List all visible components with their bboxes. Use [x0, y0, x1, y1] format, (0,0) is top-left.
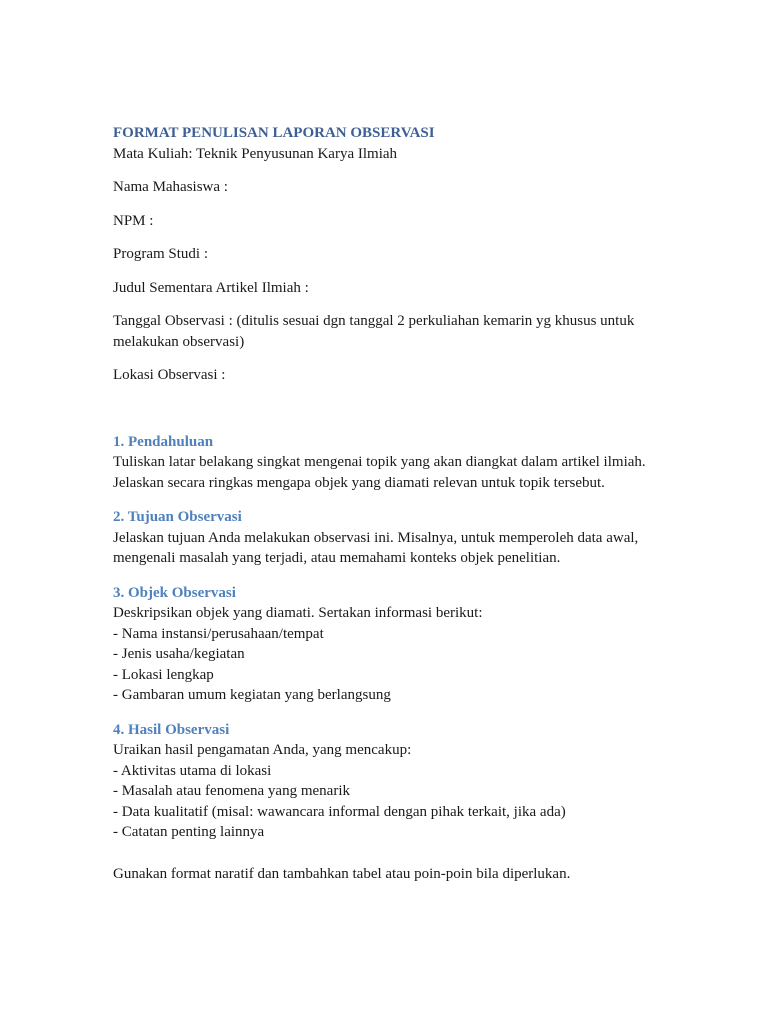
field-lokasi-observasi: Lokasi Observasi :	[113, 367, 226, 383]
list-item: - Aktivitas utama di lokasi	[113, 762, 272, 779]
list-item: - Catatan penting lainnya	[113, 824, 265, 840]
section-pendahuluan	[113, 432, 673, 494]
document-title: FORMAT PENULISAN LAPORAN OBSERVASI	[113, 125, 435, 141]
section-line: Uraikan hasil pengamatan Anda, yang mencakup:	[113, 742, 412, 758]
section-hasil-observasi	[113, 720, 673, 843]
section-line: Tuliskan latar belakang singkat mengenai topik yang akan diangkat dalam artikel ilmiah.	[113, 454, 646, 470]
list-item: - Lokasi lengkap	[113, 666, 214, 683]
list-item: - Jenis usaha/kegiatan	[113, 646, 245, 662]
section-heading: 4. Hasil Observasi	[113, 721, 230, 738]
section-heading: 1. Pendahuluan	[113, 433, 214, 450]
section-tujuan-observasi	[113, 507, 673, 569]
course-line: Mata Kuliah: Teknik Penyusunan Karya Ilmiah	[113, 145, 398, 162]
section-line: Jelaskan tujuan Anda melakukan observasi ini. Misalnya, untuk memperoleh data awal,	[113, 529, 639, 546]
section-heading: 2. Tujuan Observasi	[113, 509, 242, 525]
field-tanggal-observasi-line1: Tanggal Observasi : (ditulis sesuai dgn tanggal 2 perkuliahan kemarin yg khusus untuk	[113, 313, 635, 329]
document-body	[113, 123, 673, 884]
section-objek-observasi	[113, 583, 673, 706]
closing-note: Gunakan format naratif dan tambahkan tabel atau poin-poin bila diperlukan.	[113, 865, 571, 882]
list-item: - Nama instansi/perusahaan/tempat	[113, 625, 324, 642]
section-line: Deskripsikan objek yang diamati. Sertakan informasi berikut:	[113, 605, 483, 621]
list-item: - Data kualitatif (misal: wawancara informal dengan pihak terkait, jika ada)	[113, 803, 566, 820]
section-line: Jelaskan secara ringkas mengapa objek yang diamati relevan untuk topik tersebut.	[113, 474, 605, 491]
section-heading: 3. Objek Observasi	[113, 584, 236, 601]
field-program-studi: Program Studi :	[113, 246, 209, 262]
section-line: mengenali masalah yang terjadi, atau memahami konteks objek penelitian.	[113, 550, 561, 566]
field-tanggal-observasi-line2: melakukan observasi)	[113, 333, 245, 350]
list-item: - Gambaran umum kegiatan yang berlangsung	[113, 687, 391, 703]
field-judul-artikel: Judul Sementara Artikel Ilmiah :	[113, 279, 309, 296]
field-nama-mahasiswa: Nama Mahasiswa :	[113, 179, 228, 195]
list-item: - Masalah atau fenomena yang menarik	[113, 783, 350, 799]
field-npm: NPM :	[113, 212, 154, 229]
